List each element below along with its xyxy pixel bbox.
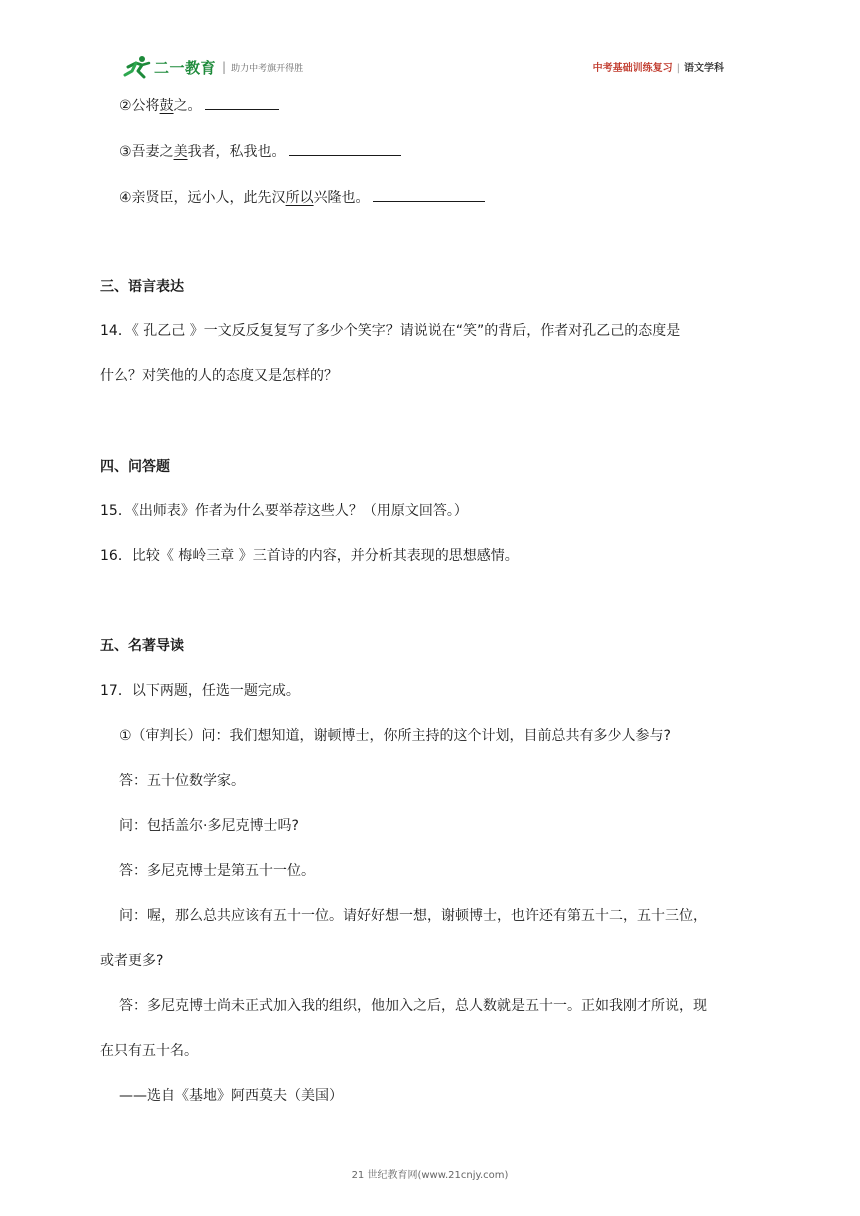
answer-blank[interactable] [205, 95, 279, 110]
question-14-line1: 14．《 孔乙己 》一文反反复复写了多少个笑字？请说说在“笑”的背后，作者对孔乙己的态度是 [100, 323, 681, 339]
answer-blank[interactable] [373, 187, 485, 202]
passage-line: ①（审判长）问：我们想知道，谢顿博士，你所主持的这个计划，目前总共有多少人参与? [119, 728, 671, 744]
answer-blank[interactable] [289, 141, 401, 156]
section-heading-5: 五、名著导读 [100, 638, 184, 654]
course-title: 中考基础训练复习 [592, 63, 673, 74]
logo-text: 二一教育 [154, 58, 217, 77]
section-heading-4: 四、问答题 [100, 459, 170, 475]
item-3-suffix: 我者，私我也。 [187, 144, 286, 160]
passage-line: 问：喔，那么总共应该有五十一位。请好好想一想，谢顿博士，也许还有第五十二，五十三位， [119, 908, 707, 924]
item-4-suffix: 兴隆也。 [313, 190, 370, 206]
runner-logo-icon [122, 55, 152, 79]
passage-line: 答：多尼克博士尚未正式加入我的组织，他加入之后，总人数就是五十一。正如我刚才所说，现 [119, 998, 707, 1014]
question-16: 16．比较《 梅岭三章 》三首诗的内容，并分析其表现的思想感情。 [100, 548, 519, 564]
item-2-prefix: ②公将 [119, 98, 160, 114]
passage-line: 答：五十位数学家。 [119, 773, 245, 789]
header-course-title [593, 59, 724, 74]
question-14-line2: 什么？对笑他的人的态度又是怎样的？ [100, 368, 338, 384]
passage-line: 在只有五十名。 [100, 1043, 198, 1059]
item-4 [119, 187, 485, 208]
subject-label: 语文学科 [684, 63, 724, 74]
passage-line: 答：多尼克博士是第五十一位。 [119, 863, 315, 879]
item-2-underlined: 鼓 [159, 98, 174, 114]
question-15: 15．《出师表》作者为什么要举荐这些人？（用原文回答。） [100, 503, 468, 519]
passage-line: 问：包括盖尔·多尼克博士吗? [119, 818, 299, 834]
page-footer: 21 世纪教育网(www.21cnjy.com) [351, 1170, 509, 1181]
passage-line: 或者更多? [100, 953, 164, 969]
item-2 [119, 95, 279, 116]
item-4-underlined: 所以 [285, 190, 314, 206]
logo-separator: | [222, 60, 227, 74]
header-logo [122, 54, 303, 80]
item-2-suffix: 之。 [173, 98, 202, 114]
item-4-prefix: ④亲贤臣，远小人，此先汉 [119, 190, 286, 206]
item-3-underlined: 美 [173, 144, 188, 160]
question-17: 17．以下两题，任选一题完成。 [100, 683, 300, 699]
item-3 [119, 141, 401, 162]
logo-slogan: 助力中考旗开得胜 [231, 63, 304, 74]
header-separator: | [676, 63, 680, 74]
item-3-prefix: ③吾妻之 [119, 144, 174, 160]
section-heading-3: 三、语言表达 [100, 279, 184, 295]
passage-source: ——选自《基地》阿西莫夫（美国） [119, 1088, 343, 1104]
